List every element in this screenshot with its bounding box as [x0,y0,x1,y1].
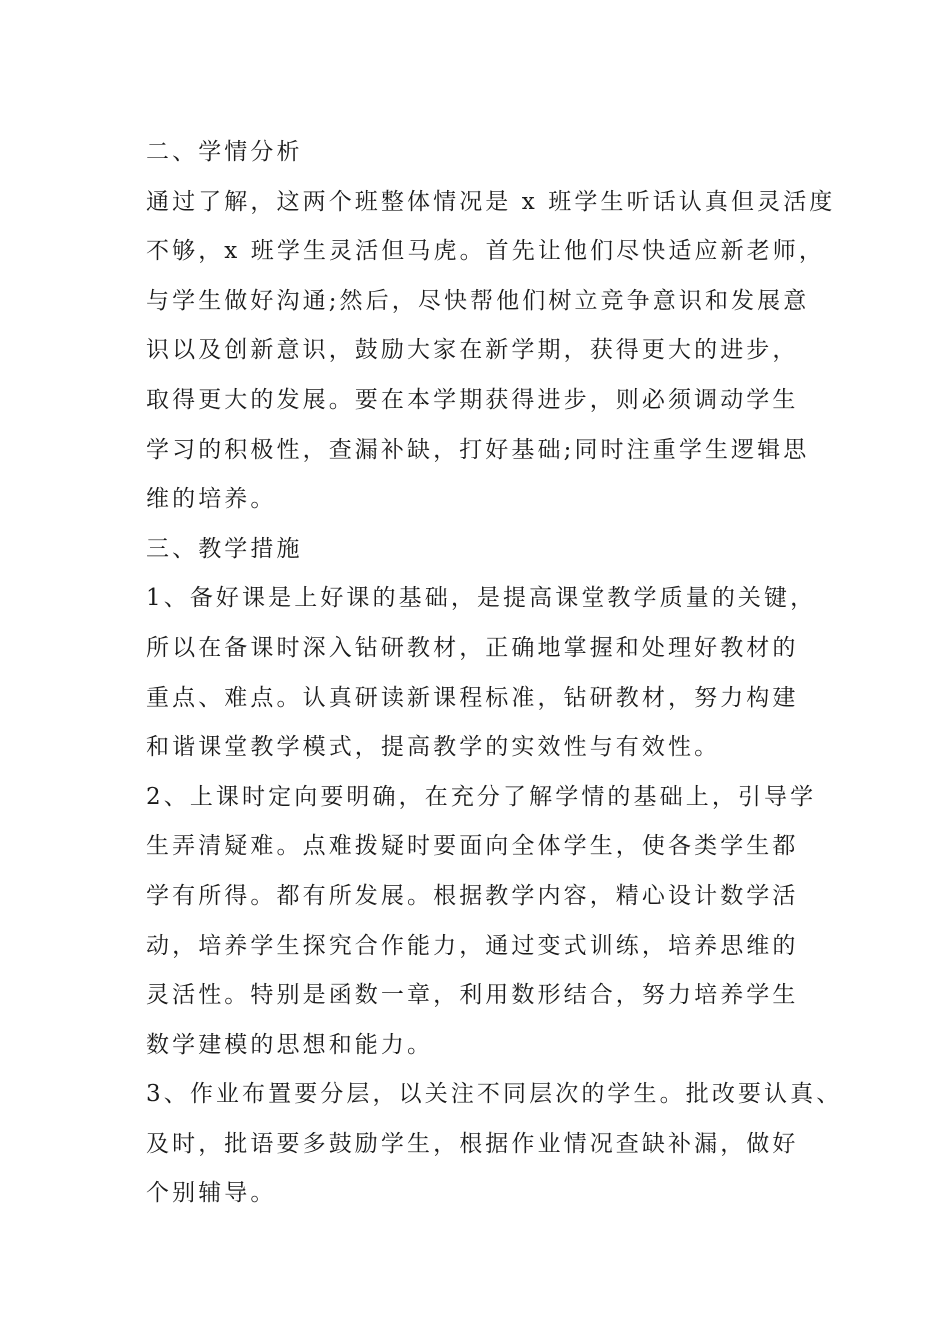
list-item-line: 重点、难点。认真研读新课程标准，钻研教材，努力构建 [146,684,799,711]
list-item-line: 和谐课堂教学模式，提高教学的实效性与有效性。 [146,734,721,761]
list-item-line: 2、上课时定向要明确，在充分了解学情的基础上，引导学 [146,783,817,810]
list-item-line: 动，培养学生探究合作能力，通过变式训练，培养思维的 [146,932,799,959]
list-item-line: 灵活性。特别是函数一章，利用数形结合，努力培养学生 [146,982,799,1009]
list-item-line: 及时，批语要多鼓励学生，根据作业情况查缺补漏，做好 [146,1130,799,1157]
section-heading-teaching-measures: 三、教学措施 [146,535,303,562]
list-item-line: 个别辅导。 [146,1180,277,1207]
list-item-line: 3、作业布置要分层，以关注不同层次的学生。批改要认真、 [146,1081,843,1108]
document-body [146,128,843,1219]
section-heading-learning-analysis: 二、学情分析 [146,139,303,165]
paragraph-line: 维的培养。 [146,486,277,513]
list-item-line: 生弄清疑难。点难拨疑时要面向全体学生，使各类学生都 [146,833,799,860]
paragraph-line: 通过了解，这两个班整体情况是 x 班学生听话认真但灵活度 [146,188,836,215]
paragraph-line: 取得更大的发展。要在本学期获得进步，则必须调动学生 [146,386,799,413]
paragraph-line: 与学生做好沟通;然后，尽快帮他们树立竞争意识和发展意 [146,287,810,314]
paragraph-line: 不够，x 班学生灵活但马虎。首先让他们尽快适应新老师， [146,238,825,265]
paragraph-line: 识以及创新意识，鼓励大家在新学期，获得更大的进步， [146,337,799,364]
list-item-line: 所以在备课时深入钻研教材，正确地掌握和处理好教材的 [146,634,799,661]
list-item-line: 学有所得。都有所发展。根据教学内容，精心设计数学活 [146,882,799,909]
paragraph-line: 学习的积极性，查漏补缺，打好基础;同时注重学生逻辑思 [146,436,810,463]
list-item-line: 数学建模的思想和能力。 [146,1031,434,1058]
list-item-line: 1、备好课是上好课的基础，是提高课堂教学质量的关键， [146,585,817,612]
